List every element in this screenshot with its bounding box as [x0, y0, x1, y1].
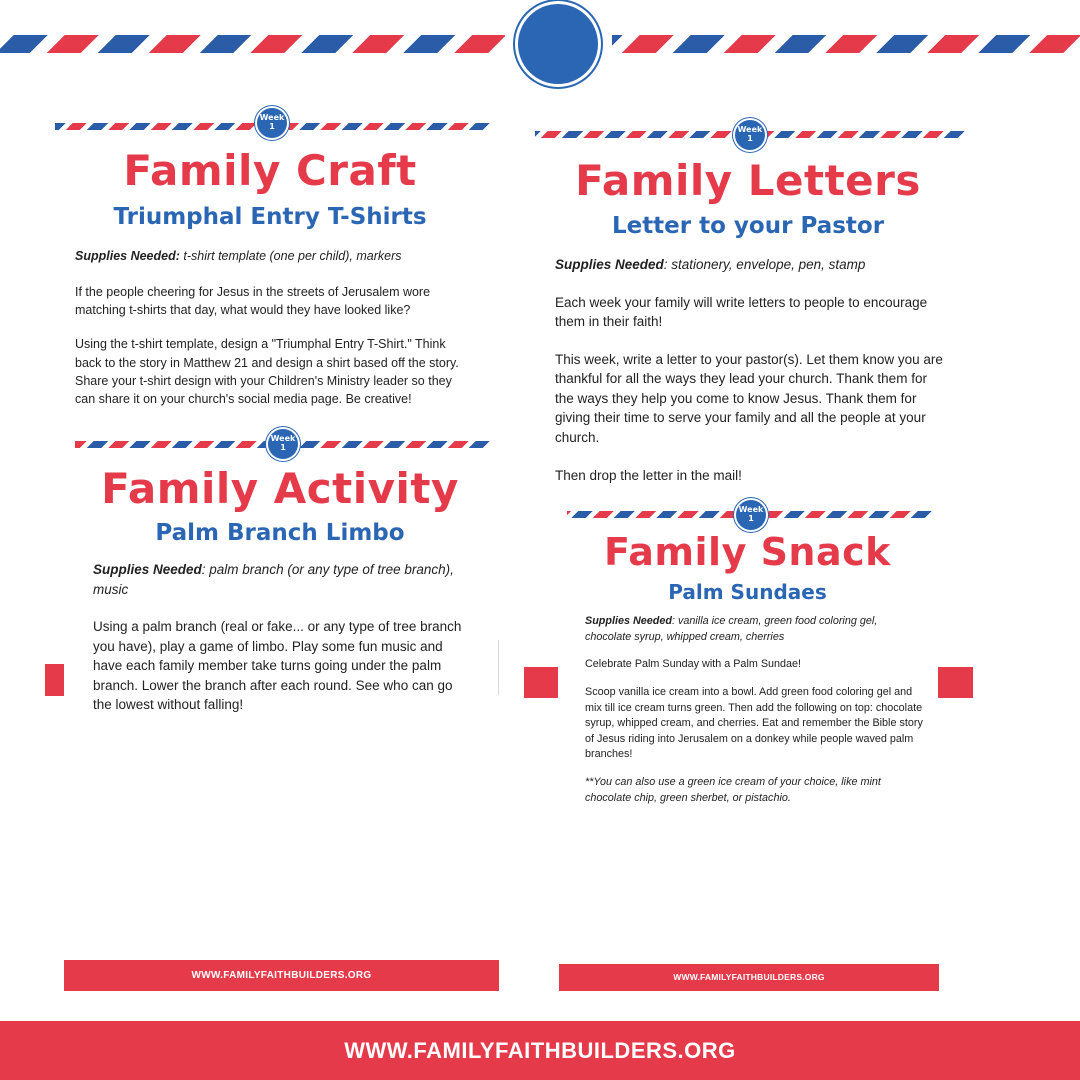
right-footer-url[interactable]: WWW.FAMILYFAITHBUILDERS.ORG: [559, 964, 939, 991]
left-panel-edge: [498, 640, 499, 695]
airmail-stripe-left: [0, 35, 505, 53]
snack-week-badge: Week 1: [736, 500, 766, 530]
left-red-tab: [45, 664, 64, 696]
craft-paragraph-2: Using the t-shirt template, design a "Triumphal Entry T-Shirt." Think back to the story in Matthew 21 and design a shirt based off the story. Share your t-shirt design with your Children's Ministry leader so they can share it on your church's social media page. Be creative!: [75, 337, 459, 406]
craft-paragraph-1: If the people cheering for Jesus in the streets of Jerusalem wore matching t-shirts that day, what would they have looked like?: [75, 285, 431, 318]
postmark-circle-icon: [518, 4, 598, 84]
snack-paragraph-1: Celebrate Palm Sunday with a Palm Sundae!: [585, 658, 802, 671]
activity-paragraph-1: Using a palm branch (real or fake... or any type of tree branch you have), play a game of limbo. Play some fun music and have each family member take turns going under the palm branch. Lower the branch after each round. See who can go the lowest without falling!: [93, 619, 462, 713]
letters-subtitle: Letter to your Pastor: [611, 213, 885, 239]
craft-subtitle: Triumphal Entry T-Shirts: [113, 204, 427, 230]
center-red-tab: [524, 667, 558, 698]
letters-body: [555, 255, 945, 485]
activity-body: [93, 560, 473, 715]
activity-title: Family Activity: [101, 464, 459, 513]
craft-supplies: Supplies Needed: t-shirt template (one per child), markers: [75, 249, 402, 263]
letters-paragraph-1: Each week your family will write letters to people to encourage them in their faith!: [555, 294, 928, 330]
snack-title: Family Snack: [604, 530, 891, 574]
activity-week-badge: Week 1: [268, 429, 298, 459]
snack-body: [585, 614, 925, 806]
airmail-stripe-right: [612, 35, 1080, 53]
snack-paragraph-2: Scoop vanilla ice cream into a bowl. Add green food coloring gel and mix till ice cream turns green. Then add the following on top: chocolate syrup, whipped cream, and cherries. Eat and remember the Bible story of Jesus riding into Jerusalem on a donkey while people waved palm branches!: [585, 685, 923, 761]
left-footer-url[interactable]: WWW.FAMILYFAITHBUILDERS.ORG: [64, 960, 499, 991]
activity-supplies: Supplies Needed: palm branch (or any type of tree branch), music: [93, 562, 454, 597]
craft-week-badge: Week 1: [257, 108, 287, 138]
snack-supplies: Supplies Needed: vanilla ice cream, green food coloring gel, chocolate syrup, whipped cream, cherries: [585, 615, 878, 643]
letters-supplies: Supplies Needed: stationery, envelope, pen, stamp: [555, 257, 866, 272]
craft-title: Family Craft: [123, 146, 417, 195]
letters-title: Family Letters: [575, 156, 921, 205]
main-footer-url[interactable]: WWW.FAMILYFAITHBUILDERS.ORG: [0, 1021, 1080, 1080]
letters-week-badge: Week 1: [735, 120, 765, 150]
letters-paragraph-3: Then drop the letter in the mail!: [555, 467, 742, 483]
activity-subtitle: Palm Branch Limbo: [155, 520, 405, 546]
snack-subtitle: Palm Sundaes: [668, 580, 827, 604]
right-red-tab: [938, 667, 973, 698]
snack-paragraph-3: **You can also use a green ice cream of your choice, like mint chocolate chip, green sherbet, or pistachio.: [585, 776, 881, 804]
letters-paragraph-2: This week, write a letter to your pastor(s). Let them know you are thankful for all the ways they lead your church. Thank them for the ways they help you come to know Jesus. Thank them for giving their time to serve your family and all the people at your church.: [555, 351, 943, 445]
craft-body: [75, 247, 470, 408]
